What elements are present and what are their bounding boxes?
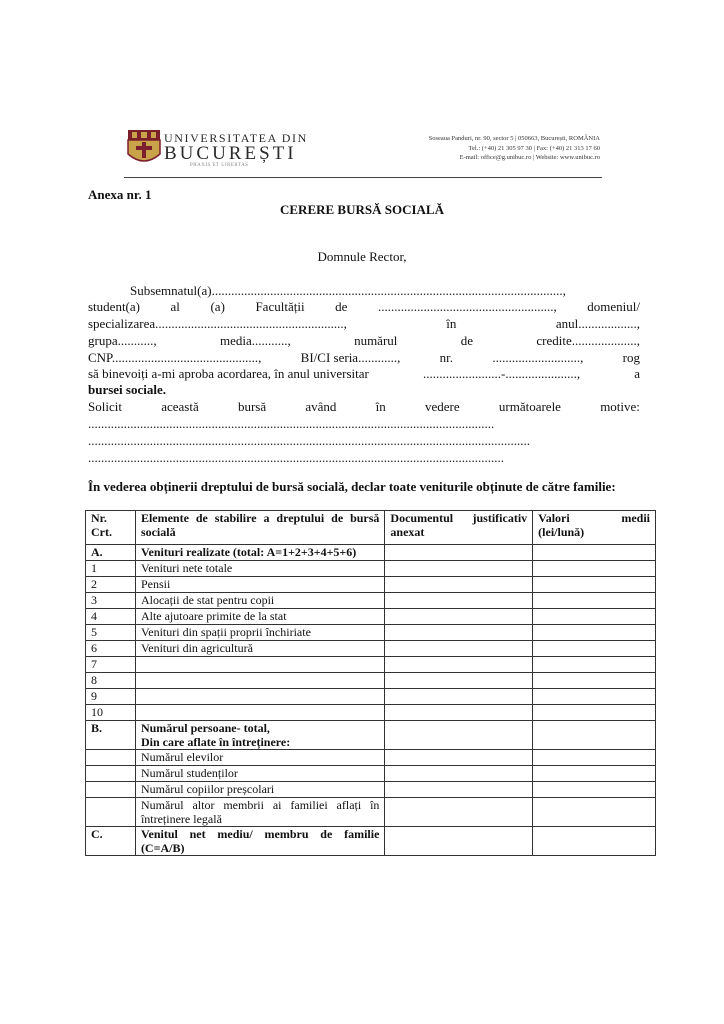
value-cell[interactable] — [533, 689, 656, 705]
income-table — [85, 510, 656, 856]
row-nr: 6 — [86, 641, 136, 657]
row-nr: 3 — [86, 593, 136, 609]
form-line-faculty — [88, 299, 640, 315]
form-line-cnp — [88, 350, 640, 366]
document-cell[interactable] — [385, 705, 533, 721]
header-elements: Elemente de stabilire a dreptului de bursă socială — [135, 511, 384, 545]
row-nr: 1 — [86, 561, 136, 577]
text: ..........................., — [492, 350, 584, 365]
value-cell[interactable] — [533, 577, 656, 593]
value-cell[interactable] — [533, 766, 656, 782]
text: a — [634, 366, 640, 381]
table-header-row — [86, 511, 656, 545]
document-cell[interactable] — [385, 689, 533, 705]
row-label — [135, 721, 384, 750]
row-label: Pensii — [135, 577, 384, 593]
text: în — [446, 316, 457, 331]
row-nr: B. — [86, 721, 136, 750]
value-cell[interactable] — [533, 545, 656, 561]
document-cell[interactable] — [385, 721, 533, 750]
row-label: Venituri nete totale — [135, 561, 384, 577]
text: student(a) — [88, 299, 140, 314]
row-label: Numărul copiilor preșcolari — [135, 782, 384, 798]
value-cell[interactable] — [533, 593, 656, 609]
document-cell[interactable] — [385, 561, 533, 577]
value-cell[interactable] — [533, 561, 656, 577]
text: credite...................., — [536, 333, 640, 348]
text: anul.................., — [555, 316, 640, 331]
row-nr — [86, 750, 136, 766]
form-line-reasons — [88, 399, 640, 415]
text: Numărul persoane- total, — [140, 721, 270, 735]
table-row-b — [86, 721, 656, 750]
text: în — [375, 399, 386, 414]
row-nr: 8 — [86, 673, 136, 689]
row-nr: 2 — [86, 577, 136, 593]
table-row — [86, 766, 656, 782]
text: nr. — [439, 350, 454, 365]
university-tagline: PRAXIS ET LIBERTAS — [190, 163, 249, 168]
row-nr — [86, 766, 136, 782]
table-row — [86, 657, 656, 673]
text: medii — [621, 511, 650, 525]
document-title: CERERE BURSĂ SOCIALĂ — [280, 202, 444, 217]
table-row — [86, 593, 656, 609]
text: CNP............................................., — [88, 350, 262, 365]
row-label: Numărul studenților — [135, 766, 384, 782]
table-row — [86, 705, 656, 721]
text: Solicit — [88, 399, 122, 414]
row-label[interactable] — [135, 689, 384, 705]
text: Din care aflate în întreținere: — [140, 735, 291, 749]
table-row — [86, 750, 656, 766]
row-nr: A. — [86, 545, 136, 561]
form-line-group — [88, 333, 640, 349]
value-cell[interactable] — [533, 750, 656, 766]
salutation: Domnule Rector, — [317, 249, 407, 264]
university-name-line2: BUCUREȘTI — [164, 143, 297, 164]
text: numărul — [354, 333, 398, 348]
value-cell[interactable] — [533, 827, 656, 856]
university-crest-logo — [124, 128, 164, 168]
value-cell[interactable] — [533, 657, 656, 673]
header-nr: Nr. Crt. — [86, 511, 136, 545]
row-label: Venitul net mediu/ membru de familie (C=A/B) — [135, 827, 384, 856]
table-row — [86, 673, 656, 689]
text: (a) — [210, 299, 225, 314]
text: având — [305, 399, 337, 414]
table-row — [86, 798, 656, 827]
row-label: Alte ajutoare primite de la stat — [135, 609, 384, 625]
text: să binevoiți a-mi aproba acordarea, în anul universitar — [88, 366, 369, 381]
text: domeniul/ — [587, 299, 640, 314]
text: motive: — [600, 399, 640, 414]
text: BI/CI seria............, — [300, 350, 401, 365]
row-nr: C. — [86, 827, 136, 856]
value-cell[interactable] — [533, 673, 656, 689]
value-cell[interactable] — [533, 609, 656, 625]
form-line-name: Subsemnatul(a)............................................................................................................, — [130, 283, 566, 298]
reason-line-3: ................................................................................................................................ — [88, 450, 504, 465]
contact-email: E-mail: office@g.unibuc.ro | Website: www.unibuc.ro — [459, 154, 600, 161]
document-cell[interactable] — [385, 577, 533, 593]
header-divider — [124, 177, 602, 178]
row-label[interactable] — [135, 657, 384, 673]
document-cell[interactable] — [385, 673, 533, 689]
row-nr: 9 — [86, 689, 136, 705]
document-cell[interactable] — [385, 782, 533, 798]
reason-line-2: ........................................................................................................................................ — [88, 433, 530, 448]
row-nr — [86, 782, 136, 798]
row-label: Venituri realizate (total: A=1+2+3+4+5+6) — [135, 545, 384, 561]
text: această — [161, 399, 199, 414]
table-row-c — [86, 827, 656, 856]
form-line-request — [88, 366, 640, 382]
table-row — [86, 689, 656, 705]
text: specializarea.........................................................., — [88, 316, 347, 331]
value-cell[interactable] — [533, 641, 656, 657]
table-row — [86, 625, 656, 641]
text: media..........., — [219, 333, 291, 348]
document-cell[interactable] — [385, 545, 533, 561]
row-label[interactable] — [135, 705, 384, 721]
text: (lei/lună) — [538, 525, 585, 539]
annex-label: Anexa nr. 1 — [88, 187, 152, 202]
text: ......................................................, — [377, 299, 557, 314]
table-row — [86, 561, 656, 577]
document-cell[interactable] — [385, 827, 533, 856]
row-nr — [86, 798, 136, 827]
document-cell[interactable] — [385, 593, 533, 609]
text: rog — [622, 350, 640, 365]
row-label[interactable] — [135, 673, 384, 689]
row-nr: 10 — [86, 705, 136, 721]
text: următoarele — [498, 399, 561, 414]
table-row — [86, 577, 656, 593]
text: al — [170, 299, 180, 314]
contact-address: Soseaua Panduri, nr. 90, sector 5 | 050663, București, ROMÂNIA — [428, 135, 600, 142]
table-row — [86, 609, 656, 625]
document-cell[interactable] — [385, 609, 533, 625]
value-cell[interactable] — [533, 782, 656, 798]
value-cell[interactable] — [533, 798, 656, 827]
document-cell[interactable] — [385, 798, 533, 827]
income-declaration-intro: În vederea obținerii dreptului de bursă socială, declar toate veniturile obținute de către familie: — [88, 479, 616, 494]
text: bursă — [237, 399, 267, 414]
university-name-line1: UNIVERSITATEA DIN — [164, 131, 308, 145]
form-line-bursary: bursei sociale. — [88, 382, 166, 397]
text: de — [460, 333, 474, 348]
header-document: Documentul justificativ anexat — [385, 511, 533, 545]
row-nr: 5 — [86, 625, 136, 641]
text: de — [335, 299, 348, 314]
form-line-specialization — [88, 316, 640, 332]
text: vedere — [425, 399, 460, 414]
row-label: Numărul elevilor — [135, 750, 384, 766]
row-nr: 7 — [86, 657, 136, 673]
text: Facultății — [255, 299, 305, 314]
row-nr: 4 — [86, 609, 136, 625]
row-label: Alocații de stat pentru copii — [135, 593, 384, 609]
text: ........................-......................, — [422, 366, 581, 381]
table-row-a — [86, 545, 656, 561]
document-cell[interactable] — [385, 750, 533, 766]
document-cell[interactable] — [385, 766, 533, 782]
document-cell[interactable] — [385, 625, 533, 641]
header-values — [533, 511, 656, 545]
value-cell[interactable] — [533, 721, 656, 750]
value-cell[interactable] — [533, 625, 656, 641]
document-cell[interactable] — [385, 657, 533, 673]
contact-block — [429, 134, 600, 163]
row-label: Venituri din agricultură — [135, 641, 384, 657]
table-row — [86, 641, 656, 657]
table-row — [86, 782, 656, 798]
text: grupa..........., — [88, 333, 157, 348]
text: Valori — [538, 511, 570, 525]
document-cell[interactable] — [385, 641, 533, 657]
row-label: Numărul altor membrii ai familiei aflați în întreținere legală — [135, 798, 384, 827]
value-cell[interactable] — [533, 705, 656, 721]
contact-phone: Tel.: (+40) 21 305 97 30 | Fax: (+40) 21 313 17 60 — [468, 144, 600, 152]
reason-line-1: ............................................................................................................................. — [88, 416, 495, 431]
row-label: Venituri din spații proprii închiriate — [135, 625, 384, 641]
